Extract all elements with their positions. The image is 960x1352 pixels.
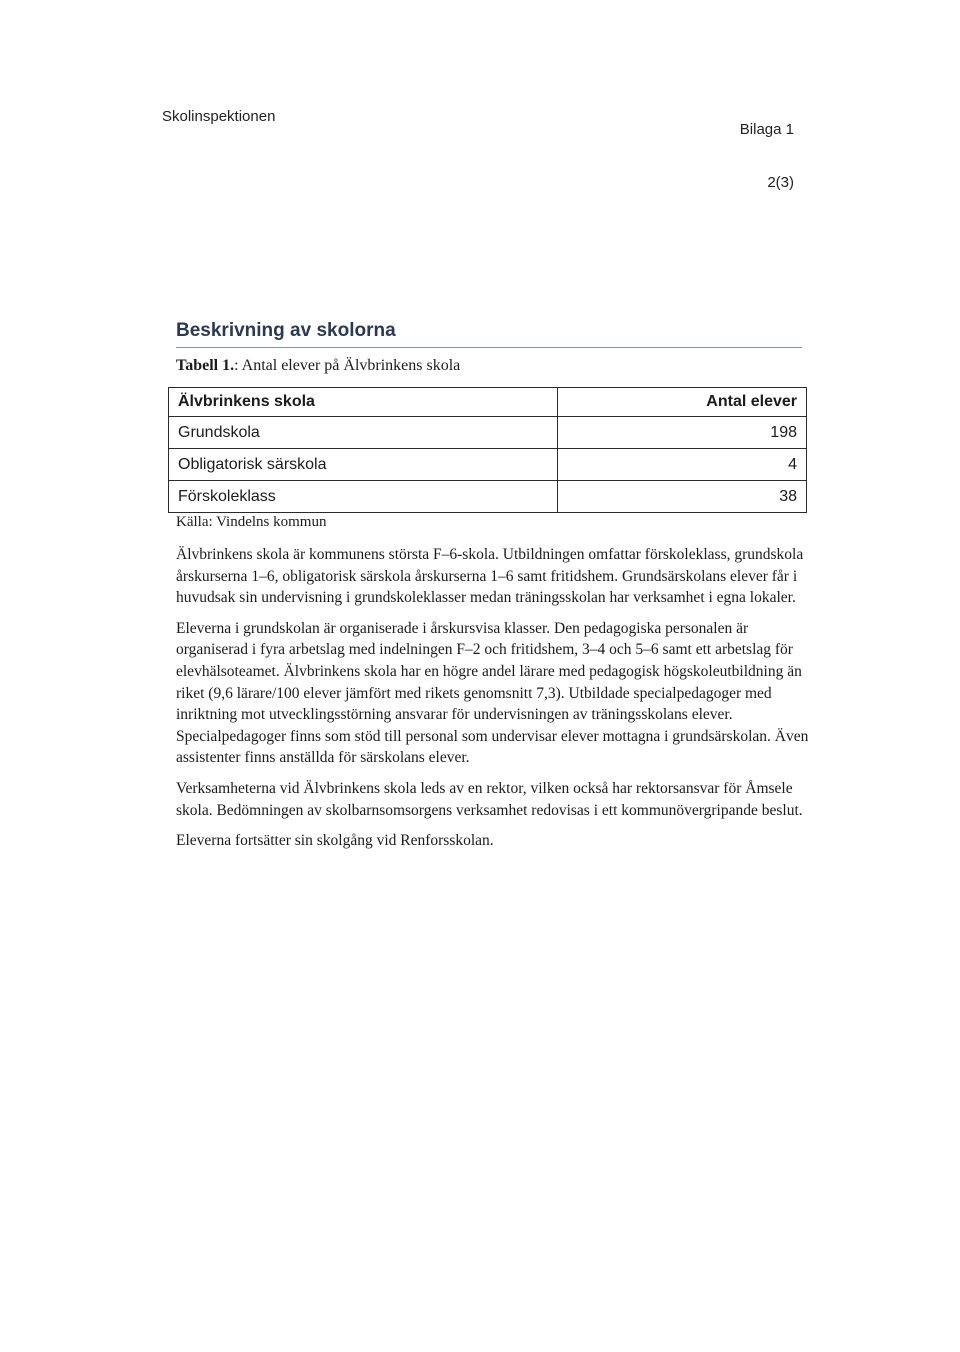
table-caption-label: Tabell 1. xyxy=(176,357,235,374)
page-number: 2(3) xyxy=(767,174,794,191)
paragraph: Verksamheterna vid Älvbrinkens skola leds av en rektor, vilken också har rektorsansvar för Åmsele skola. Bedömningen av skolbarnsomsorgens verksamhet redovisas i ett kommunövergripande beslut. xyxy=(176,779,803,819)
section-title: Beskrivning av skolorna xyxy=(176,320,802,348)
table-cell-count: 198 xyxy=(558,417,807,449)
table-cell-name: Obligatorisk särskola xyxy=(169,449,558,481)
table-cell-name: Förskoleklass xyxy=(169,481,558,513)
paragraph: Älvbrinkens skola är kommunens största F–6-skola. Utbildningen omfattar förskoleklass, grundskola årskurserna 1–6, obligatorisk särskola årskurserna 1–6 samt fritidshem. Grundsärskolans elever får i huvudsak sin undervisning i grundskoleklasser medan träningsskolan har verksamhet i egna lokaler. xyxy=(176,546,804,607)
table-row xyxy=(169,417,807,449)
table-source: Källa: Vindelns kommun xyxy=(176,514,327,530)
student-count-table xyxy=(168,387,807,513)
table-cell-count: 4 xyxy=(558,449,807,481)
table-header-school: Älvbrinkens skola xyxy=(169,388,558,417)
table-row xyxy=(169,481,807,513)
table-cell-name: Grundskola xyxy=(169,417,558,449)
organization-name: Skolinspektionen xyxy=(162,108,276,125)
paragraph: Eleverna i grundskolan är organiserade i årskursvisa klasser. Den pedagogiska personalen är organiserad i fyra arbetslag med indelningen F–2 och fritidshem, 3–4 och 5–6 samt ett arbetslag för elevhälsoteamet. Älvbrinkens skola har en högre andel lärare med pedagogisk högskoleutbildning än riket (9,6 lärare/100 elever jämfört med rikets genomsnitt 7,3). Utbildade specialpedagoger med inriktning mot utvecklingsstörning ansvarar för undervisningen av träningsskolans elever. Specialpedagoger finns som stöd till personal som undervisar elever mottagna i grundsärskolan. Även assistenter finns anställda för särskolans elever. xyxy=(176,619,809,767)
table-caption xyxy=(176,357,460,375)
table-header-row xyxy=(169,388,807,417)
table-caption-text: : Antal elever på Älvbrinkens skola xyxy=(234,357,461,374)
body-text xyxy=(176,544,816,861)
table-cell-count: 38 xyxy=(558,481,807,513)
table-header-count: Antal elever xyxy=(558,388,807,417)
attachment-label: Bilaga 1 xyxy=(739,121,794,138)
table-row xyxy=(169,449,807,481)
paragraph: Eleverna fortsätter sin skolgång vid Renforsskolan. xyxy=(176,832,494,850)
